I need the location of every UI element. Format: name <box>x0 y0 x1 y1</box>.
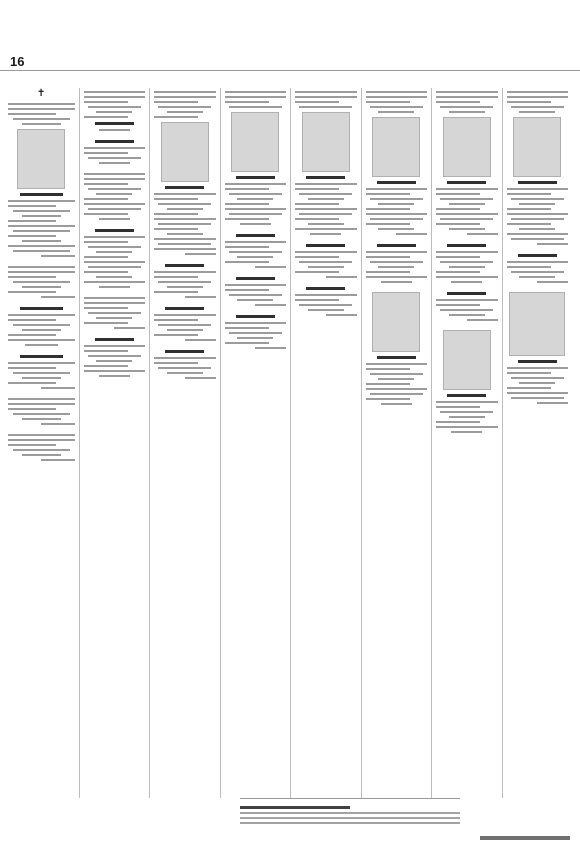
obituary-notice <box>8 434 75 461</box>
obituary-notice <box>366 292 428 405</box>
obituary-notice <box>295 287 357 316</box>
condolence-footnote <box>240 798 460 836</box>
notice-text <box>366 356 428 405</box>
obituary-notice <box>8 398 75 425</box>
portrait-photo <box>443 117 491 177</box>
obituary-notice <box>84 173 146 220</box>
column-6 <box>361 88 432 798</box>
obituary-columns <box>8 88 572 798</box>
notice-text <box>507 91 569 113</box>
portrait-photo <box>17 129 65 189</box>
notice-text <box>507 181 569 245</box>
notice-text <box>84 229 146 288</box>
obituary-notice <box>436 91 498 235</box>
notice-text <box>436 394 498 433</box>
notice-text <box>154 186 216 255</box>
notice-text <box>295 91 357 108</box>
column-3 <box>149 88 220 798</box>
notice-text <box>84 338 146 377</box>
notice-text <box>225 176 287 225</box>
notice-text <box>84 297 146 329</box>
notice-text <box>225 234 287 268</box>
obituary-notice <box>507 91 569 245</box>
obituary-notice <box>366 91 428 235</box>
portrait-photo <box>231 112 279 172</box>
obituary-notice <box>507 254 569 283</box>
notice-text <box>84 140 146 164</box>
notice-text <box>436 244 498 283</box>
notice-text <box>507 360 569 404</box>
obituary-notice <box>154 91 216 255</box>
column-4 <box>220 88 291 798</box>
notice-text <box>366 91 428 113</box>
obituary-notice <box>436 292 498 321</box>
notice-text <box>154 264 216 298</box>
obituary-notice <box>154 350 216 379</box>
portrait-photo <box>372 117 420 177</box>
portrait-photo <box>513 117 561 177</box>
notice-text <box>8 355 75 389</box>
notice-text <box>84 173 146 220</box>
notice-text <box>507 254 569 283</box>
cross-icon: ✝ <box>37 88 46 99</box>
notice-text <box>436 91 498 113</box>
obituary-notice <box>436 330 498 433</box>
obituary-notice <box>84 297 146 329</box>
obituary-notice <box>8 88 75 257</box>
notice-text <box>8 398 75 425</box>
notice-text <box>154 91 216 118</box>
notice-text <box>8 266 75 298</box>
notice-text <box>295 176 357 235</box>
page-number: 16 <box>10 54 25 69</box>
notice-text <box>154 307 216 341</box>
column-5 <box>290 88 361 798</box>
notice-text <box>84 91 146 131</box>
obituary-notice <box>507 292 569 404</box>
notice-text <box>366 244 428 283</box>
notice-text <box>8 307 75 346</box>
obituary-notice <box>84 140 146 164</box>
obituary-notice <box>154 264 216 298</box>
notice-text <box>154 350 216 379</box>
obituary-notice <box>225 91 287 225</box>
notice-text <box>225 91 287 108</box>
notice-text <box>436 181 498 235</box>
portrait-photo <box>161 122 209 182</box>
notice-text <box>295 287 357 316</box>
portrait-photo <box>509 292 565 356</box>
notice-text <box>295 244 357 278</box>
obituary-notice <box>8 266 75 298</box>
column-2 <box>79 88 150 798</box>
obituary-notice <box>436 244 498 283</box>
column-8 <box>502 88 573 798</box>
obituary-notice <box>295 91 357 235</box>
notice-text <box>366 181 428 235</box>
obituary-notice <box>154 307 216 341</box>
page-header <box>0 0 580 71</box>
notice-text <box>8 434 75 461</box>
obituary-notice <box>366 244 428 283</box>
notice-text <box>8 103 75 125</box>
continued-on-next-page <box>480 836 570 840</box>
notice-text <box>436 292 498 321</box>
obituary-notice <box>225 234 287 268</box>
portrait-photo <box>372 292 420 352</box>
obituary-notice <box>295 244 357 278</box>
column-7 <box>431 88 502 798</box>
obituary-notice <box>84 229 146 288</box>
notice-text <box>225 277 287 306</box>
notice-text <box>225 315 287 349</box>
notice-text <box>8 193 75 257</box>
obituary-notice <box>8 355 75 389</box>
portrait-photo <box>302 112 350 172</box>
portrait-photo <box>443 330 491 390</box>
obituary-notice <box>84 338 146 377</box>
obituary-notice <box>225 315 287 349</box>
obituary-notice <box>8 307 75 346</box>
obituary-notice <box>84 91 146 131</box>
obituary-notice <box>225 277 287 306</box>
column-1 <box>8 88 79 798</box>
